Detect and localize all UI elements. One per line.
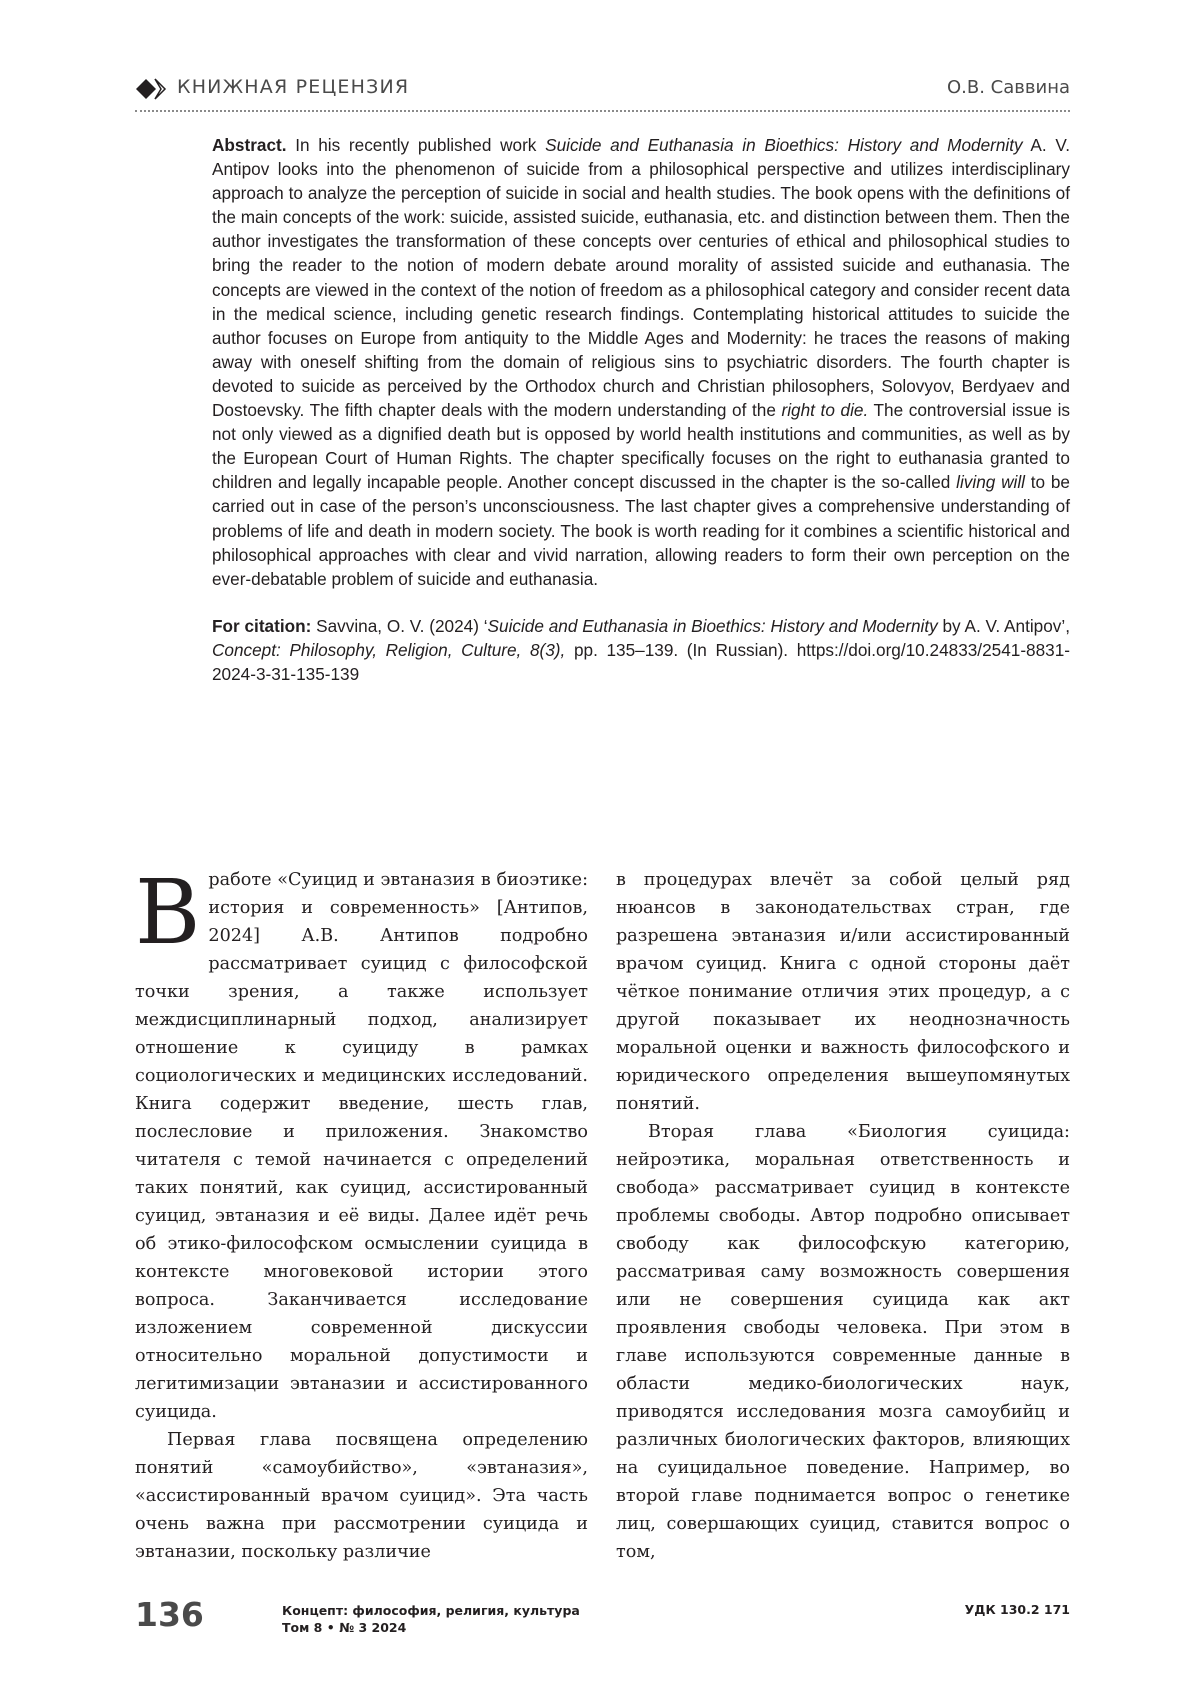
abstract-term-right-to-die: right to die. xyxy=(781,400,869,421)
abstract-text: The controversial issue is not only viewed as a dignified death but is opposed by world health institutions and communities, as well as by the European Court of Human Rights. The chapter specifically focuses on the right to euthanasia granted to children and legally incapable people. Another concept discussed in the chapter is the so-called xyxy=(212,400,1070,493)
citation-text: by A. V. Antipov’, xyxy=(937,615,1070,636)
abstract-label: Abstract. xyxy=(212,135,287,155)
journal-issue: Том 8 • № 3 2024 xyxy=(282,1620,407,1635)
header-divider xyxy=(135,110,1070,112)
journal-title: Концепт: философия, религия, культура xyxy=(282,1603,580,1618)
running-author: О.В. Саввина xyxy=(947,77,1070,98)
abstract-text: A. V. Antipov looks into the phenomenon of suicide from a philosophical perspective and utilizes interdisciplinary approach to analyze the perception of suicide in social and health studies. The book opens with the definitions of the main concepts of the work: suicide, assisted suicide, euthanasia, etc. and distinction between them. Then the author investigates the transformation of these concepts over centuries of ethical and philosophical studies to bring the reader to the notion of modern debate around morality of assisted suicide and euthanasia. The concepts are viewed in the context of the notion of freedom as a philosophical category and consider recent data in the medical science, including genetic research findings. Contemplating historical attitudes to suicide the author focuses on Europe from antiquity to the Middle Ages and Modernity: he traces the reasons of making away with oneself shifting from the domain of religious sins to psychiatric disorders. The fourth chapter is devoted to suicide as perceived by the Orthodox church and Christian philosophers, Solovyov, Berdyaev and Dostoevsky. The fifth chapter deals with the modern understanding of the xyxy=(212,135,1070,421)
citation-text: Savvina, O. V. (2024) ‘ xyxy=(311,615,488,636)
abstract xyxy=(212,133,1070,591)
abstract-text: to be carried out in case of the person’s unconsciousness. The last chapter gives a comprehensive understanding of problems of life and death in modern society. The book is worth reading for it combines a scientific historical and philosophical approaches with clear and vivid narration, allowing readers to form their own perception on the ever-debatable problem of suicide and euthanasia. xyxy=(212,472,1070,589)
body-paragraph: Первая глава посвящена определению понятий «самоубийство», «эвтаназия», «ассистированный врачом суицид». Эта часть очень важна при рассмотрении суицида и эвтаназии, поскольку различие xyxy=(135,1430,588,1562)
body-paragraph: Вторая глава «Биология суицида: нейроэтика, моральная ответственность и свобода» рассматривает суицид в контексте проблемы свободы. Автор подробно описывает свободу как философскую категорию, рассматривая саму возможность совершения или не совершения суицида как акт проявления свободы человека. При этом в главе используются современные данные в области медико-биологических наук, приводятся исследования мозга самоубийц и различных биологических факторов, влияющих на суицидальное поведение. Например, во второй главе поднимается вопрос о генетике лиц, совершающих суицид, ставится вопрос о том, xyxy=(616,1122,1070,1562)
diamond-logo-icon xyxy=(135,78,169,100)
english-abstract-block xyxy=(212,133,1070,686)
journal-info xyxy=(282,1602,580,1636)
citation-label: For citation: xyxy=(212,615,312,636)
citation-book-title: Suicide and Euthanasia in Bioethics: History and Modernity xyxy=(487,615,938,636)
citation-text: pp. 135–139. (In Russian). https://doi.org/10.24833/2541-8831-2024-3-31-135-139 xyxy=(212,639,1071,684)
paragraph-text: работе «Суицид и эвтаназия в биоэтике: история и современность» [Антипов, 2024] А.В. Антипов подробно рассматривает суицид с философской точки зрения, а также использует междисциплинарный подход, анализирует отношение к суициду в рамках социологических и медицинских исследований. Книга содержит введение, шесть глав, послесловие и приложения. Знакомство читателя с темой начинается с определений таких понятий, как суицид, ассистированный суицид, эвтаназия и её виды. Далее идёт речь об этико-философском осмыслении суицида в контексте многовековой истории этого вопроса. Заканчивается исследование изложением современной дискуссии относительно моральной допустимости и легитимизации эвтаназии и ассистированного суицида. xyxy=(135,870,588,1422)
abstract-text: In his recently published work xyxy=(286,135,546,155)
udk-code: УДК 130.2 171 xyxy=(964,1602,1070,1617)
section-title: КНИЖНАЯ РЕЦЕНЗИЯ xyxy=(177,76,410,98)
body-paragraph: в процедурах влечёт за собой целый ряд нюансов в законодательствах стран, где разрешена эвтаназия и/или ассистированный врачом суицид. Книга с одной стороны даёт чёткое понимание отличия этих процедур, а с другой показывает их неоднозначность моральной оценки и важность философского и юридического определения вышеупомянутых понятий. xyxy=(616,870,1070,1114)
citation xyxy=(212,614,1070,686)
abstract-book-title: Suicide and Euthanasia in Bioethics: History and Modernity xyxy=(545,135,1023,155)
running-header xyxy=(135,72,1070,106)
body-column-right xyxy=(616,866,1070,1566)
abstract-term-living-will: living will xyxy=(956,472,1025,493)
page-number: 136 xyxy=(135,1595,204,1634)
body-paragraph xyxy=(135,860,588,1426)
drop-cap: В xyxy=(135,860,201,964)
citation-journal: Concept: Philosophy, Religion, Culture, 8(3), xyxy=(212,639,566,660)
body-column-left xyxy=(135,860,588,1566)
page-footer xyxy=(135,1595,1070,1645)
